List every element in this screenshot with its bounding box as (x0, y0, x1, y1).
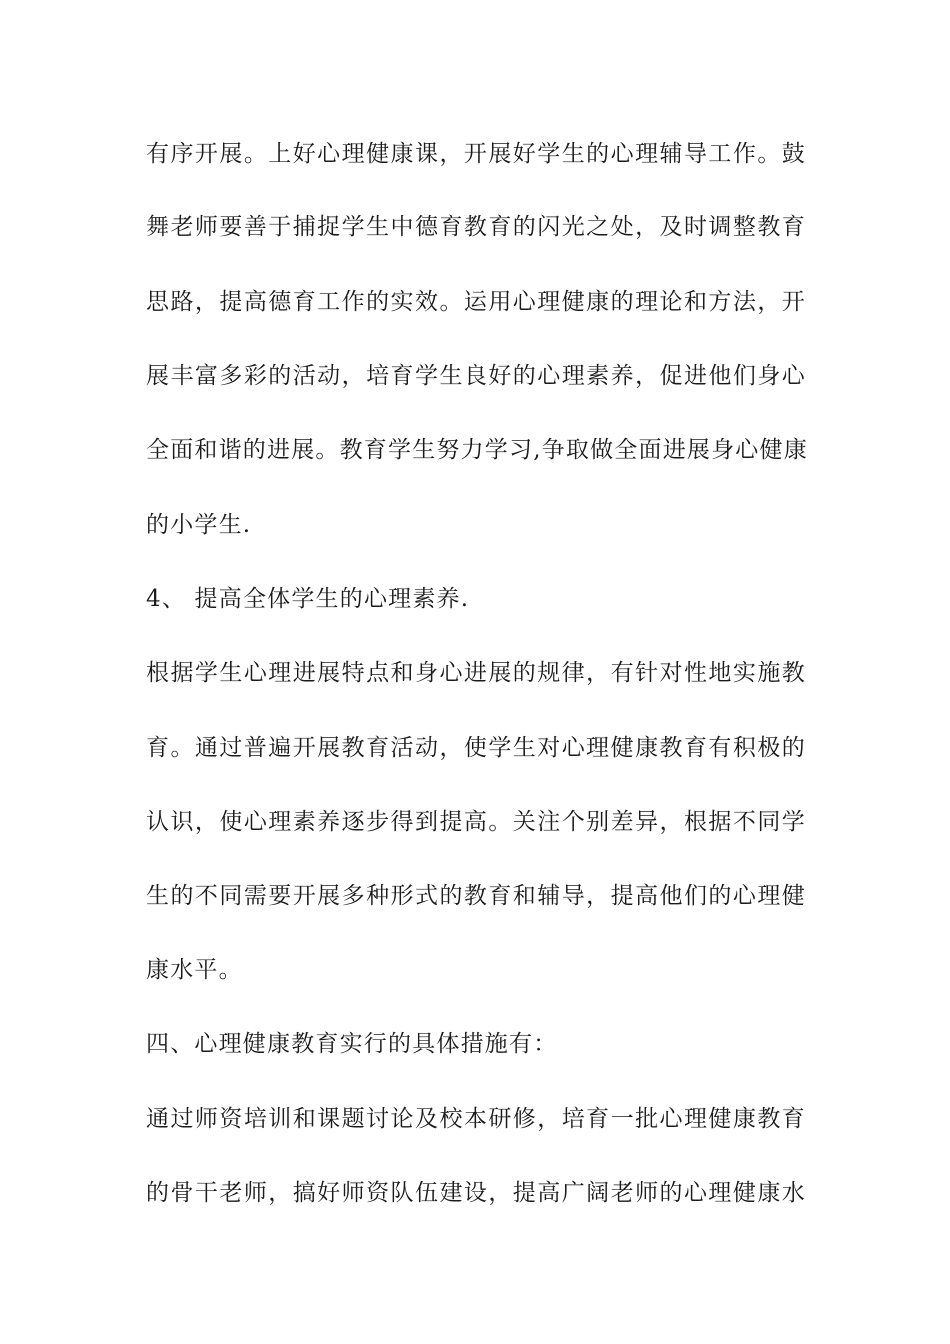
paragraph-line: 根据学生心理进展特点和身心进展的规律，有针对性地实施教 (146, 660, 806, 686)
paragraph-line: 的小学生. (146, 512, 252, 538)
paragraph-line: 全面和谐的进展。教育学生努力学习,争取做全面进展身心健康 (146, 437, 808, 463)
section-heading: 4、 提高全体学生的心理素养. (146, 586, 470, 612)
paragraph-line: 育。通过普遍开展教育活动，使学生对心理健康教育有积极的 (146, 735, 806, 761)
paragraph-line: 康水平。 (146, 957, 243, 983)
paragraph-line: 思路，提高德育工作的实效。运用心理健康的理论和方法，开 (146, 289, 806, 315)
paragraph-line: 的骨干老师，搞好师资队伍建设，提高广阔老师的心理健康水 (146, 1180, 806, 1206)
section-heading: 四、心理健康教育实行的具体措施有： (146, 1031, 558, 1057)
paragraph-line: 认识，使心理素养逐步得到提高。关注个别差异，根据不同学 (146, 809, 806, 835)
paragraph-line: 生的不同需要开展多种形式的教育和辅导，提高他们的心理健 (146, 883, 806, 909)
paragraph-line: 有序开展。上好心理健康课，开展好学生的心理辅导工作。鼓 (146, 141, 806, 167)
paragraph-line: 舞老师要善于捕捉学生中德育教育的闪光之处，及时调整教育 (146, 214, 806, 240)
paragraph-line: 展丰富多彩的活动，培育学生良好的心理素养，促进他们身心 (146, 363, 806, 389)
paragraph-line: 通过师资培训和课题讨论及校本研修，培育一批心理健康教育 (146, 1106, 806, 1132)
